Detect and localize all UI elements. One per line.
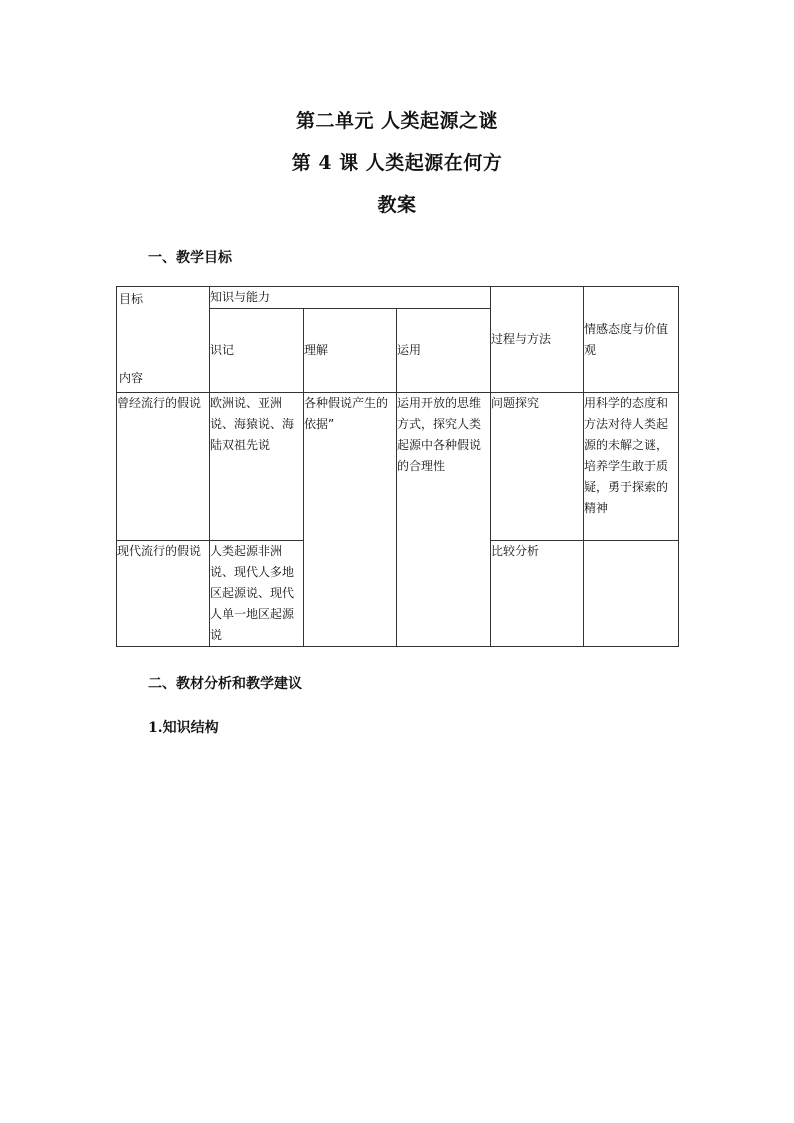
memorize-label: 识记 — [210, 343, 235, 357]
memorize-cell — [210, 541, 304, 647]
understand-text: 各种假说产生的依据” — [304, 396, 389, 431]
corner-content-label: 内容 — [119, 371, 144, 385]
knowledge-ability-label: 知识与能力 — [210, 290, 271, 304]
lesson-title: 第 4 课 人类起源在何方 — [291, 152, 503, 174]
emotion-text: 用科学的态度和方法对待人类起源的未解之谜，培养学生敢于质疑，勇于探索的精神 — [584, 396, 669, 515]
row-label-cell — [117, 393, 210, 541]
emotion-values-label: 情感态度与价值观 — [584, 321, 669, 357]
memorize-cell — [210, 393, 304, 541]
process-method-header — [491, 287, 584, 393]
understand-cell — [304, 393, 397, 647]
process-text: 比较分析 — [491, 544, 540, 558]
knowledge-ability-header — [210, 287, 491, 309]
section-analysis: 二、教材分析和教学建议 — [148, 676, 302, 692]
process-cell — [491, 541, 584, 647]
memorize-text: 人类起源非洲说、现代人多地区起源说、现代人单一地区起源说 — [210, 544, 295, 642]
memorize-header — [210, 309, 304, 393]
row-label: 曾经流行的假说 — [117, 396, 202, 410]
emotion-cell — [584, 393, 679, 541]
memorize-text: 欧洲说、亚洲说、海猿说、海陆双祖先说 — [210, 396, 295, 452]
process-method-label: 过程与方法 — [491, 332, 552, 346]
understand-header — [304, 309, 397, 393]
corner-header-cell — [117, 287, 210, 393]
emotion-cell — [584, 541, 679, 647]
apply-header — [397, 309, 491, 393]
emotion-values-header — [584, 287, 679, 393]
process-cell — [491, 393, 584, 541]
teaching-goals-table — [116, 286, 679, 647]
unit-title: 第二单元 人类起源之谜 — [295, 110, 499, 132]
process-text: 问题探究 — [491, 396, 540, 410]
apply-label: 运用 — [397, 343, 422, 357]
section-teaching-goals: 一、教学目标 — [148, 250, 232, 266]
corner-target-label: 目标 — [119, 292, 144, 306]
row-label: 现代流行的假说 — [117, 544, 202, 558]
doc-type-title: 教案 — [377, 194, 417, 216]
apply-cell — [397, 393, 491, 647]
apply-text: 运用开放的思维方式，探究人类起源中各种假说的合理性 — [397, 396, 482, 473]
understand-label: 理解 — [304, 343, 329, 357]
section-knowledge-structure: 1.知识结构 — [148, 720, 219, 736]
row-label-cell — [117, 541, 210, 647]
